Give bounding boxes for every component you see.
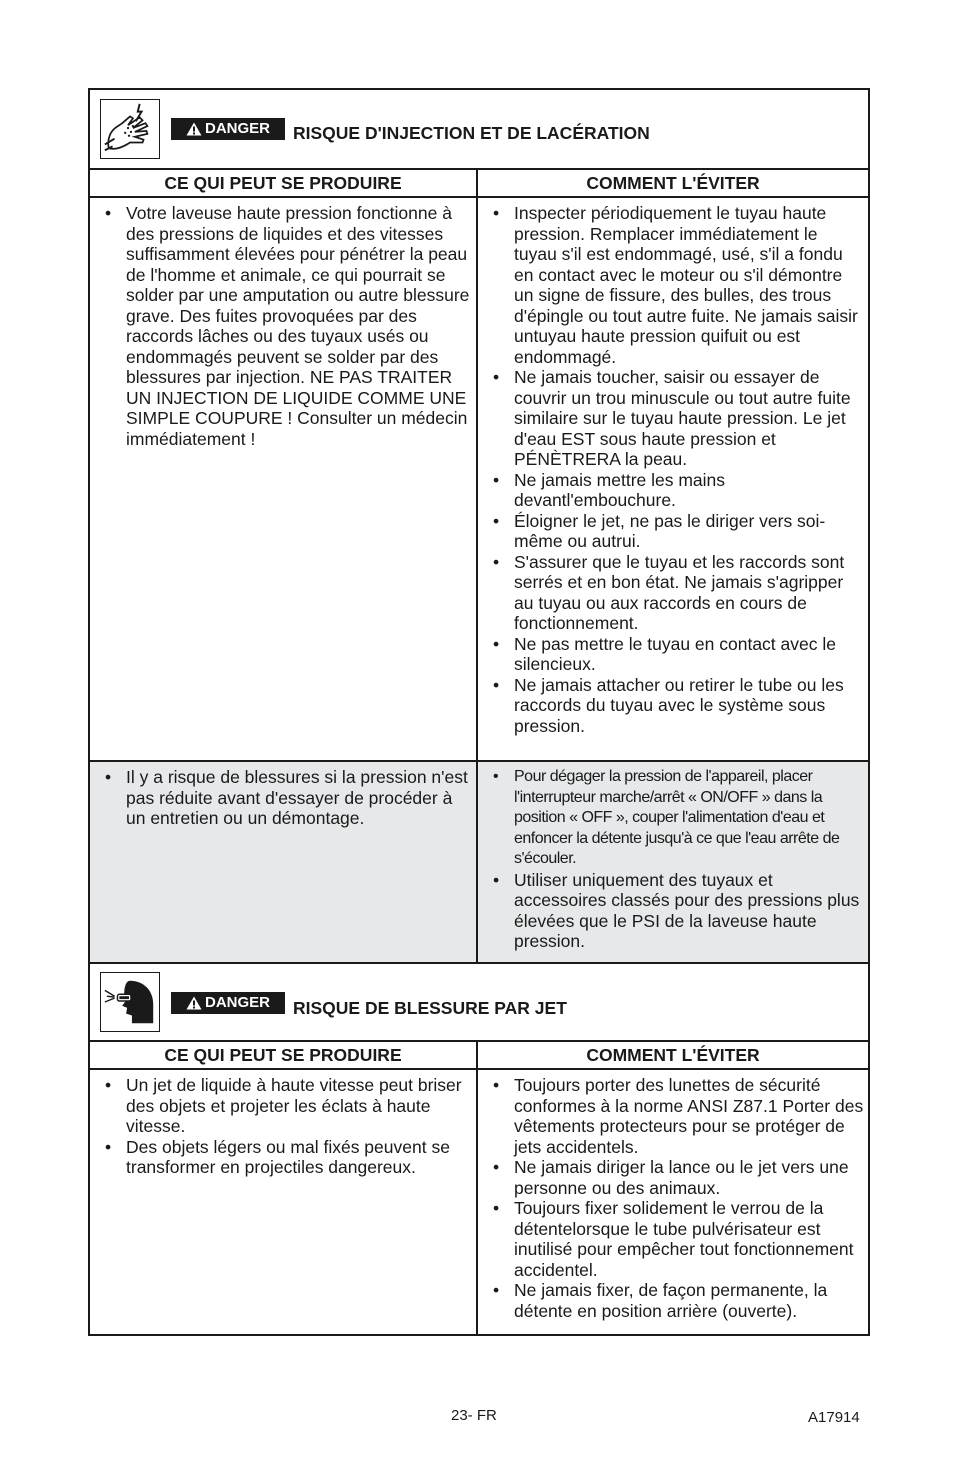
how-to-avoid-cell — [478, 762, 868, 962]
list-item: • Ne pas mettre le tuyau en contact avec le silencieux. — [514, 634, 864, 675]
table-row — [90, 762, 868, 962]
column-headers — [90, 1042, 868, 1070]
danger-badge — [171, 118, 285, 140]
column-header-how-to-avoid: COMMENT L'ÉVITER — [586, 173, 760, 193]
column-header-what-can-happen: CE QUI PEUT SE PRODUIRE — [90, 1042, 478, 1068]
danger-badge-label: DANGER — [204, 994, 270, 1011]
warning-triangle-icon — [186, 996, 202, 1010]
warning-triangle-icon — [186, 122, 202, 136]
list-item: • Ne jamais mettre les mains devantl'embouchure. — [514, 470, 864, 511]
list-item: • Des objets légers ou mal fixés peuvent se transformer en projectiles dangereux. — [126, 1137, 472, 1178]
list-item: • Il y a risque de blessures si la pression n'est pas réduite avant d'essayer de procéder à un entretien ou un démontage. — [126, 767, 472, 829]
table-row — [90, 198, 868, 762]
hazard-header-injection — [90, 90, 868, 170]
list-item: • Ne jamais attacher ou retirer le tube ou les raccords du tuyau avec le système sous pression. — [514, 675, 864, 737]
list-item: • Ne jamais fixer, de façon permanente, la détente en position arrière (ouverte). — [514, 1280, 864, 1321]
what-can-happen-cell — [90, 1070, 478, 1334]
list-item: • Un jet de liquide à haute vitesse peut briser des objets et projeter les éclats à haute vitesse. — [126, 1075, 472, 1137]
hazard-title: RISQUE DE BLESSURE PAR JET — [293, 998, 567, 1018]
hazard-header-jet — [90, 962, 868, 1042]
document-code: A17914 — [808, 1409, 860, 1426]
list-item: • Toujours porter des lunettes de sécurité conformes à la norme ANSI Z87.1 Porter des vêtements protecteurs pour se protéger de jets accidentels. — [514, 1075, 864, 1157]
safety-table — [88, 88, 870, 1336]
what-can-happen-cell — [90, 762, 478, 962]
page-number: 23- FR — [451, 1407, 497, 1424]
eye-protection-icon — [100, 972, 160, 1032]
list-item: • Pour dégager la pression de l'appareil, placer l'interrupteur marche/arrêt « ON/OFF » dans la position « OFF », couper l'alimentation d'eau et enfoncer la détente jusqu'à ce que l'eau arrête de s'écouler. — [514, 767, 864, 870]
list-item: • Ne jamais diriger la lance ou le jet vers une personne ou des animaux. — [514, 1157, 864, 1198]
list-item: • Éloigner le jet, ne pas le diriger vers soi-même ou autrui. — [514, 511, 864, 552]
danger-badge-label: DANGER — [204, 120, 270, 137]
list-item: • Utiliser uniquement des tuyaux et accessoires classés pour des pressions plus élevées que le PSI de la laveuse haute pression. — [514, 870, 864, 952]
column-header-how-to-avoid: COMMENT L'ÉVITER — [586, 1045, 760, 1065]
danger-badge — [171, 992, 285, 1014]
column-headers — [90, 170, 868, 198]
list-item: • Toujours fixer solidement le verrou de la détentelorsque le tube pulvérisateur est inutilisé pour empêcher tout fonctionnement accidentel. — [514, 1198, 864, 1280]
list-item: • S'assurer que le tuyau et les raccords sont serrés et en bon état. Ne jamais s'agripper au tuyau ou aux raccords en cours de fonctionnement. — [514, 552, 864, 634]
list-item: • Ne jamais toucher, saisir ou essayer de couvrir un trou minuscule ou tout autre fuite similaire sur le tuyau haute pression. Le jet d'eau EST sous haute pression et PÉNÈTRERA la peau. — [514, 367, 864, 470]
hand-injection-icon — [100, 99, 160, 159]
how-to-avoid-cell — [478, 1070, 868, 1334]
list-item: • Inspecter périodiquement le tuyau haute pression. Remplacer immédiatement le tuyau s'il est endommagé, usé, s'il a fondu en contact avec le moteur ou s'il démontre un signe de fissure, des bulles, des trous d'épingle ou tout autre fuite. Ne jamais saisir untuyau haute pression quifuit ou est endommagé. — [514, 203, 864, 367]
hazard-title: RISQUE D'INJECTION ET DE LACÉRATION — [293, 123, 650, 143]
table-row — [90, 1070, 868, 1334]
column-header-what-can-happen: CE QUI PEUT SE PRODUIRE — [90, 170, 478, 196]
list-item: • Votre laveuse haute pression fonctionne à des pressions de liquides et des vitesses suffisamment élevées pour pénétrer la peau de l'homme et animale, ce qui pourrait se solder par une amputation ou autre blessure grave. Des fuites provoquées par des raccords lâches ou des tuyaux usés ou endommagés peuvent se solder par des blessures par injection. NE PAS TRAITER UN INJECTION DE LIQUIDE COMME UNE SIMPLE COUPURE ! Consulter un médecin immédiatement ! — [126, 203, 472, 449]
what-can-happen-cell — [90, 198, 478, 760]
how-to-avoid-cell — [478, 198, 868, 760]
